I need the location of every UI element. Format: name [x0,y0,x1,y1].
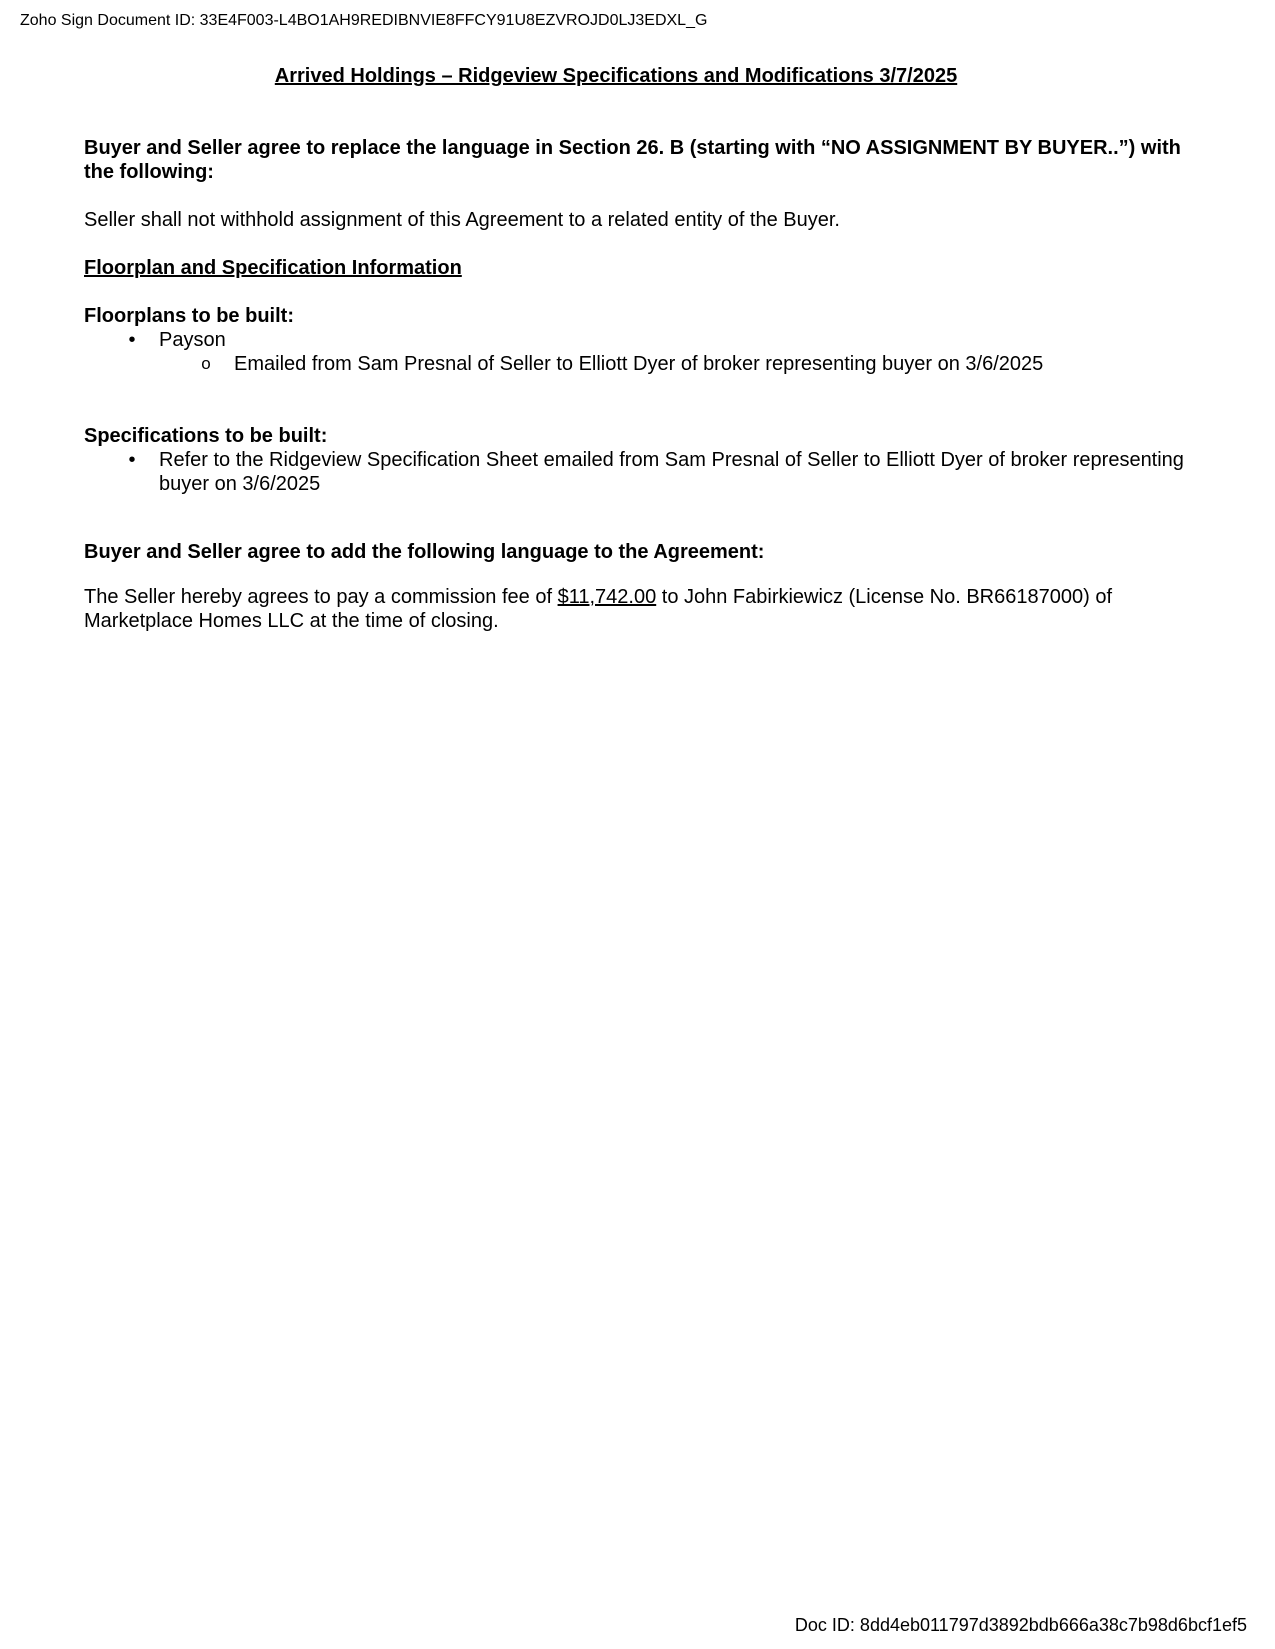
commission-paragraph [84,585,1184,633]
list-item [84,328,1184,352]
additional-language-heading: Buyer and Seller agree to add the following language to the Agreement: [84,541,765,563]
bullet-icon: • [128,449,136,471]
floorplans-heading: Floorplans to be built: [84,305,294,327]
zoho-document-id: Zoho Sign Document ID: 33E4F003-L4BO1AH9REDIBNVIE8FFCY91U8EZVROJD0LJ3EDXL_G [20,12,708,29]
floorplan-name: Payson [159,329,226,351]
document-title: Arrived Holdings – Ridgeview Specifications and Modifications 3/7/2025 [274,65,958,87]
floorplans-list [84,328,1184,376]
commission-amount: $11,742.00 [557,586,657,608]
circle-bullet-icon: o [201,354,211,373]
list-item [84,448,1184,496]
floorplan-email-note: Emailed from Sam Presnal of Seller to Elliott Dyer of broker representing buyer on 3/6/2025 [234,353,1044,375]
assignment-section-heading: Buyer and Seller agree to replace the language in Section 26. B (starting with “NO ASSIGNMENT BY BUYER..”) with the following: [84,137,1181,183]
footer-doc-id: Doc ID: 8dd4eb011797d3892bdb666a38c7b98d6bcf1ef5 [794,1615,1247,1635]
floorplan-section-heading: Floorplan and Specification Information [84,257,462,279]
commission-text-end: to John Fabirkiewicz (License No. BR66187000) of Marketplace Homes LLC at the time of closing. [84,586,1112,632]
assignment-section-body: Seller shall not withhold assignment of this Agreement to a related entity of the Buyer. [84,209,840,231]
list-item [84,352,1184,376]
bullet-icon: • [128,329,136,351]
document-body [84,136,1184,633]
specifications-heading: Specifications to be built: [84,425,328,447]
commission-text-start: The Seller hereby agrees to pay a commission fee of [84,586,558,608]
specifications-list [84,448,1184,496]
specification-text: Refer to the Ridgeview Specification Sheet emailed from Sam Presnal of Seller to Elliott Dyer of broker representing buyer on 3/6/2025 [159,449,1184,495]
